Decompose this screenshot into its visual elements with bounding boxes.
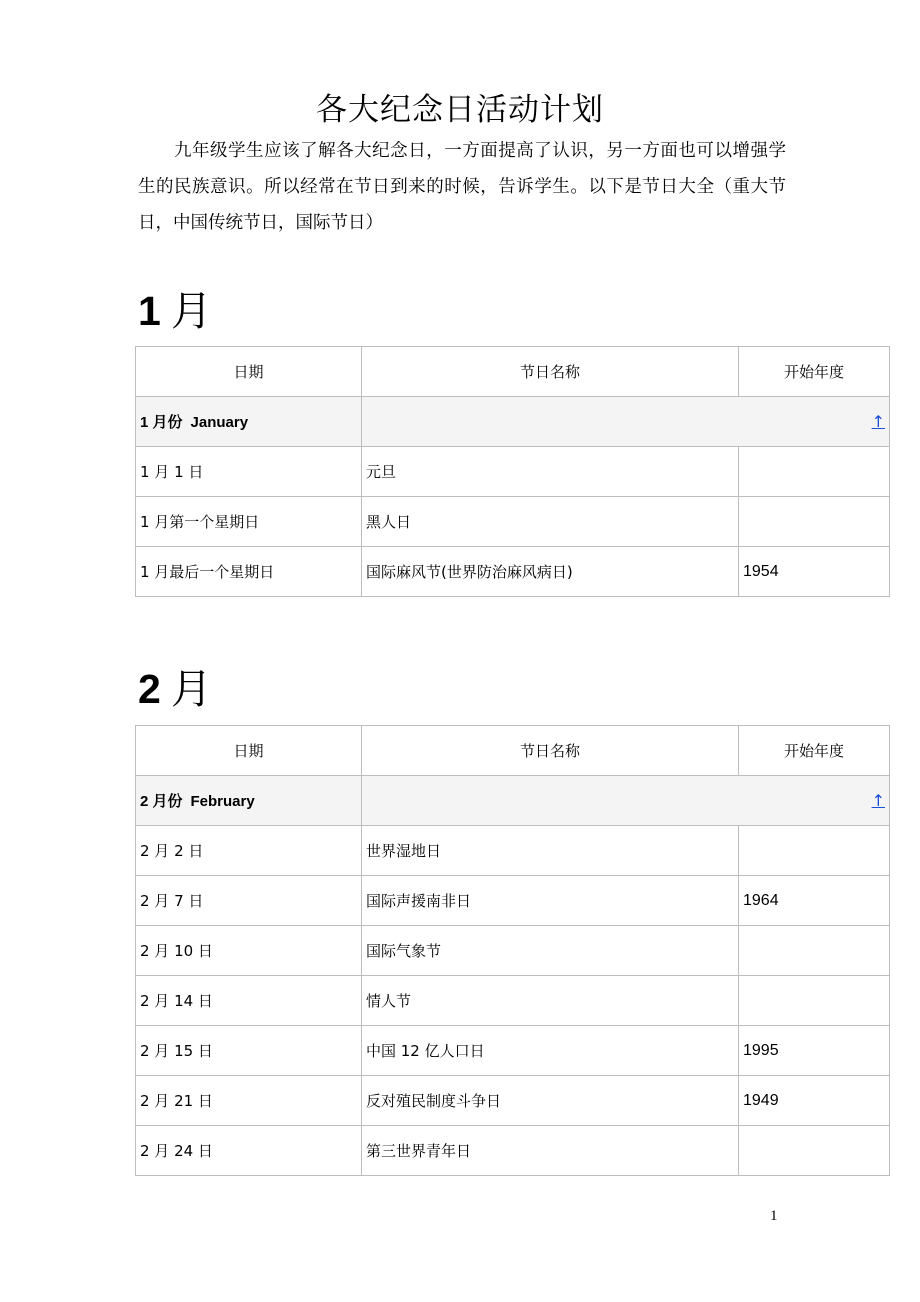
back-to-top-link[interactable]: ↑ [871, 791, 885, 810]
holiday-table-january [135, 346, 890, 597]
month-heading-number: 2 [138, 666, 161, 712]
header-date: 日期 [136, 347, 362, 397]
header-date: 日期 [136, 726, 362, 776]
header-year: 开始年度 [739, 347, 890, 397]
page-number: 1 [770, 1208, 778, 1224]
cell-year [739, 826, 890, 876]
page-title: 各大纪念日活动计划 [316, 92, 604, 128]
cell-date: 1 月第一个星期日 [136, 497, 362, 547]
table-row [136, 926, 890, 976]
cell-date: 2 月 21 日 [136, 1076, 362, 1126]
header-name: 节日名称 [362, 347, 739, 397]
cell-name: 第三世界青年日 [362, 1126, 739, 1176]
cell-date: 2 月 24 日 [136, 1126, 362, 1176]
cell-date: 2 月 10 日 [136, 926, 362, 976]
table-row [136, 547, 890, 597]
holiday-table-february [135, 725, 890, 1176]
back-to-top-cell [362, 397, 890, 447]
month-heading-char: 月 [170, 287, 212, 335]
month-heading-number: 1 [138, 288, 161, 334]
table-row [136, 1076, 890, 1126]
back-to-top-cell [362, 776, 890, 826]
table-row [136, 447, 890, 497]
table-row [136, 876, 890, 926]
header-name: 节日名称 [362, 726, 739, 776]
intro-paragraph: 九年级学生应该了解各大纪念日，一方面提高了认识，另一方面也可以增强学生的民族意识。所以经常在节日到来的时候，告诉学生。以下是节日大全（重大节日，中国传统节日，国际节日） [138, 141, 786, 233]
table-row [136, 1026, 890, 1076]
cell-date: 2 月 14 日 [136, 976, 362, 1026]
cell-name: 世界湿地日 [362, 826, 739, 876]
table-row [136, 1126, 890, 1176]
month-section-row [136, 776, 890, 826]
table-header-row [136, 726, 890, 776]
month-heading-char: 月 [170, 665, 212, 713]
month-section-row [136, 397, 890, 447]
back-to-top-link[interactable]: ↑ [871, 412, 885, 431]
cell-name: 中国 12 亿人口日 [362, 1026, 739, 1076]
cell-year [739, 1126, 890, 1176]
cell-date: 1 月最后一个星期日 [136, 547, 362, 597]
table-row [136, 826, 890, 876]
section-label: 2 月份 February [136, 776, 362, 826]
table-header-row [136, 347, 890, 397]
cell-name: 黑人日 [362, 497, 739, 547]
cell-date: 2 月 15 日 [136, 1026, 362, 1076]
table-row [136, 497, 890, 547]
cell-date: 2 月 7 日 [136, 876, 362, 926]
cell-name: 元旦 [362, 447, 739, 497]
table-row [136, 976, 890, 1026]
cell-year [739, 447, 890, 497]
header-year: 开始年度 [739, 726, 890, 776]
cell-date: 1 月 1 日 [136, 447, 362, 497]
month-heading-february [138, 664, 212, 714]
cell-year: 1964 [739, 876, 890, 926]
cell-year: 1954 [739, 547, 890, 597]
cell-name: 国际气象节 [362, 926, 739, 976]
cell-year: 1949 [739, 1076, 890, 1126]
cell-name: 反对殖民制度斗争日 [362, 1076, 739, 1126]
cell-name: 国际声援南非日 [362, 876, 739, 926]
cell-year [739, 976, 890, 1026]
cell-name: 国际麻风节(世界防治麻风病日) [362, 547, 739, 597]
cell-name: 情人节 [362, 976, 739, 1026]
month-heading-january [138, 286, 212, 336]
section-label: 1 月份 January [136, 397, 362, 447]
cell-year [739, 926, 890, 976]
cell-date: 2 月 2 日 [136, 826, 362, 876]
cell-year [739, 497, 890, 547]
cell-year: 1995 [739, 1026, 890, 1076]
